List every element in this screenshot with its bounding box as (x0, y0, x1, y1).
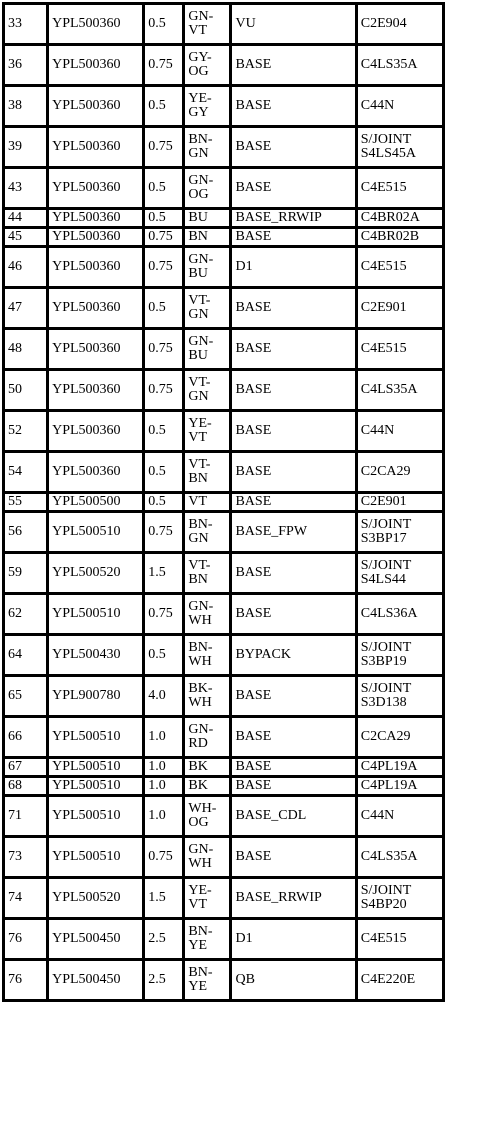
wire-number-cell: 48 (4, 329, 48, 370)
wire-color-cell: GN-RD (184, 717, 231, 758)
terminal-cell: BASE (231, 676, 356, 717)
wire-size-cell: 0.5 (144, 86, 184, 127)
wire-number-cell: 36 (4, 45, 48, 86)
wire-number-cell: 76 (4, 960, 48, 1001)
wire-number-cell: 62 (4, 594, 48, 635)
terminal-cell: BASE (231, 127, 356, 168)
terminal-cell: BASE (231, 329, 356, 370)
terminal-cell: VU (231, 4, 356, 45)
wire-color-cell: GN-BU (184, 247, 231, 288)
connector-cell: C4E515 (356, 329, 443, 370)
wire-number-cell: 74 (4, 878, 48, 919)
part-number-cell: YPL500520 (48, 878, 144, 919)
part-number-cell: YPL500360 (48, 452, 144, 493)
connector-cell: C44N (356, 86, 443, 127)
wire-size-cell: 0.75 (144, 247, 184, 288)
wire-color-cell: VT-BN (184, 452, 231, 493)
wire-size-cell: 1.0 (144, 796, 184, 837)
wire-color-cell: GN-WH (184, 837, 231, 878)
wire-color-cell: VT-GN (184, 288, 231, 329)
terminal-cell: BASE_CDL (231, 796, 356, 837)
wire-size-cell: 0.5 (144, 452, 184, 493)
connector-cell: S/JOINT S4BP20 (356, 878, 443, 919)
part-number-cell: YPL500450 (48, 919, 144, 960)
terminal-cell: BASE (231, 594, 356, 635)
table-row (4, 127, 444, 168)
wire-size-cell: 0.75 (144, 228, 184, 247)
wire-number-cell: 76 (4, 919, 48, 960)
terminal-cell: D1 (231, 919, 356, 960)
wire-number-cell: 45 (4, 228, 48, 247)
wire-size-cell: 4.0 (144, 676, 184, 717)
wire-color-cell: BK (184, 777, 231, 796)
wire-color-cell: GN-BU (184, 329, 231, 370)
terminal-cell: BASE (231, 168, 356, 209)
table-row (4, 878, 444, 919)
terminal-cell: BASE_FPW (231, 512, 356, 553)
table-row (4, 635, 444, 676)
wire-number-cell: 50 (4, 370, 48, 411)
terminal-cell: BASE_RRWIP (231, 209, 356, 228)
wire-color-cell: YE-GY (184, 86, 231, 127)
wire-size-cell: 1.5 (144, 878, 184, 919)
terminal-cell: BASE (231, 493, 356, 512)
part-number-cell: YPL500360 (48, 411, 144, 452)
wire-color-cell: VT (184, 493, 231, 512)
wire-size-cell: 1.0 (144, 758, 184, 777)
wire-number-cell: 44 (4, 209, 48, 228)
wire-number-cell: 64 (4, 635, 48, 676)
wire-color-cell: BN-GN (184, 127, 231, 168)
connector-cell: C4LS36A (356, 594, 443, 635)
wire-size-cell: 1.0 (144, 777, 184, 796)
wire-size-cell: 2.5 (144, 919, 184, 960)
terminal-cell: BASE (231, 837, 356, 878)
table-row (4, 168, 444, 209)
wire-size-cell: 0.5 (144, 209, 184, 228)
wire-size-cell: 0.75 (144, 329, 184, 370)
wire-number-cell: 39 (4, 127, 48, 168)
connector-cell: C4PL19A (356, 758, 443, 777)
connector-cell: C4LS35A (356, 837, 443, 878)
wire-size-cell: 2.5 (144, 960, 184, 1001)
part-number-cell: YPL500520 (48, 553, 144, 594)
wire-size-cell: 0.75 (144, 837, 184, 878)
part-number-cell: YPL500500 (48, 493, 144, 512)
wire-color-cell: BK (184, 758, 231, 777)
wire-color-cell: YE-VT (184, 411, 231, 452)
wire-number-cell: 54 (4, 452, 48, 493)
wire-size-cell: 0.5 (144, 168, 184, 209)
terminal-cell: QB (231, 960, 356, 1001)
wire-size-cell: 1.0 (144, 717, 184, 758)
wire-size-cell: 0.5 (144, 4, 184, 45)
connector-cell: C44N (356, 796, 443, 837)
part-number-cell: YPL500450 (48, 960, 144, 1001)
table-row (4, 411, 444, 452)
part-number-cell: YPL500360 (48, 45, 144, 86)
wire-size-cell: 0.75 (144, 594, 184, 635)
connector-cell: C4PL19A (356, 777, 443, 796)
table-row (4, 45, 444, 86)
wire-table-body (4, 4, 444, 1001)
part-number-cell: YPL500360 (48, 288, 144, 329)
part-number-cell: YPL500510 (48, 777, 144, 796)
terminal-cell: D1 (231, 247, 356, 288)
connector-cell: C4BR02B (356, 228, 443, 247)
table-row (4, 837, 444, 878)
wire-size-cell: 0.5 (144, 635, 184, 676)
table-row (4, 758, 444, 777)
wire-color-cell: GN-VT (184, 4, 231, 45)
part-number-cell: YPL500510 (48, 758, 144, 777)
wire-size-cell: 1.5 (144, 553, 184, 594)
part-number-cell: YPL500510 (48, 796, 144, 837)
part-number-cell: YPL500360 (48, 168, 144, 209)
wire-size-cell: 0.75 (144, 370, 184, 411)
part-number-cell: YPL500360 (48, 4, 144, 45)
wire-color-cell: BU (184, 209, 231, 228)
terminal-cell: BASE_RRWIP (231, 878, 356, 919)
wire-size-cell: 0.5 (144, 288, 184, 329)
connector-cell: C2CA29 (356, 717, 443, 758)
connector-cell: S/JOINT S4LS44 (356, 553, 443, 594)
terminal-cell: BYPACK (231, 635, 356, 676)
terminal-cell: BASE (231, 452, 356, 493)
connector-cell: C4E515 (356, 168, 443, 209)
table-row (4, 919, 444, 960)
wire-color-cell: GY-OG (184, 45, 231, 86)
terminal-cell: BASE (231, 717, 356, 758)
table-row (4, 594, 444, 635)
wire-number-cell: 59 (4, 553, 48, 594)
terminal-cell: BASE (231, 758, 356, 777)
table-row (4, 553, 444, 594)
wire-number-cell: 52 (4, 411, 48, 452)
connector-cell: C4LS35A (356, 370, 443, 411)
wire-color-cell: BN-YE (184, 960, 231, 1001)
part-number-cell: YPL900780 (48, 676, 144, 717)
wire-number-cell: 67 (4, 758, 48, 777)
wire-color-cell: BN-GN (184, 512, 231, 553)
connector-cell: C2E904 (356, 4, 443, 45)
table-row (4, 512, 444, 553)
wire-number-cell: 65 (4, 676, 48, 717)
table-row (4, 717, 444, 758)
wire-size-cell: 0.5 (144, 493, 184, 512)
connector-cell: S/JOINT S3D138 (356, 676, 443, 717)
terminal-cell: BASE (231, 370, 356, 411)
part-number-cell: YPL500360 (48, 228, 144, 247)
wire-table (2, 2, 445, 1002)
wire-color-cell: BN-WH (184, 635, 231, 676)
wire-number-cell: 71 (4, 796, 48, 837)
part-number-cell: YPL500360 (48, 127, 144, 168)
part-number-cell: YPL500510 (48, 594, 144, 635)
wire-size-cell: 0.75 (144, 512, 184, 553)
wire-color-cell: GN-WH (184, 594, 231, 635)
part-number-cell: YPL500360 (48, 209, 144, 228)
terminal-cell: BASE (231, 288, 356, 329)
part-number-cell: YPL500430 (48, 635, 144, 676)
table-row (4, 796, 444, 837)
terminal-cell: BASE (231, 553, 356, 594)
connector-cell: C44N (356, 411, 443, 452)
table-row (4, 228, 444, 247)
table-row (4, 452, 444, 493)
wire-size-cell: 0.75 (144, 127, 184, 168)
wire-size-cell: 0.75 (144, 45, 184, 86)
terminal-cell: BASE (231, 777, 356, 796)
table-row (4, 4, 444, 45)
wire-color-cell: BK-WH (184, 676, 231, 717)
table-row (4, 209, 444, 228)
wire-number-cell: 66 (4, 717, 48, 758)
part-number-cell: YPL500360 (48, 247, 144, 288)
terminal-cell: BASE (231, 228, 356, 247)
table-row (4, 86, 444, 127)
table-row (4, 960, 444, 1001)
wire-color-cell: VT-BN (184, 553, 231, 594)
table-row (4, 777, 444, 796)
connector-cell: S/JOINT S3BP17 (356, 512, 443, 553)
part-number-cell: YPL500360 (48, 329, 144, 370)
part-number-cell: YPL500360 (48, 370, 144, 411)
wire-number-cell: 56 (4, 512, 48, 553)
connector-cell: C2E901 (356, 288, 443, 329)
wire-number-cell: 38 (4, 86, 48, 127)
terminal-cell: BASE (231, 411, 356, 452)
wire-number-cell: 73 (4, 837, 48, 878)
connector-cell: C4LS35A (356, 45, 443, 86)
wire-color-cell: GN-OG (184, 168, 231, 209)
wire-number-cell: 55 (4, 493, 48, 512)
connector-cell: C2E901 (356, 493, 443, 512)
connector-cell: S/JOINT S4LS45A (356, 127, 443, 168)
part-number-cell: YPL500510 (48, 717, 144, 758)
connector-cell: S/JOINT S3BP19 (356, 635, 443, 676)
table-row (4, 247, 444, 288)
wire-color-cell: YE-VT (184, 878, 231, 919)
wire-number-cell: 68 (4, 777, 48, 796)
wire-size-cell: 0.5 (144, 411, 184, 452)
terminal-cell: BASE (231, 45, 356, 86)
part-number-cell: YPL500510 (48, 837, 144, 878)
table-row (4, 288, 444, 329)
wire-number-cell: 33 (4, 4, 48, 45)
connector-cell: C4E515 (356, 919, 443, 960)
table-row (4, 676, 444, 717)
wire-color-cell: BN (184, 228, 231, 247)
connector-cell: C4E515 (356, 247, 443, 288)
connector-cell: C4BR02A (356, 209, 443, 228)
wire-color-cell: VT-GN (184, 370, 231, 411)
wire-number-cell: 46 (4, 247, 48, 288)
part-number-cell: YPL500510 (48, 512, 144, 553)
wire-color-cell: BN-YE (184, 919, 231, 960)
wire-number-cell: 47 (4, 288, 48, 329)
connector-cell: C2CA29 (356, 452, 443, 493)
part-number-cell: YPL500360 (48, 86, 144, 127)
table-row (4, 493, 444, 512)
wire-number-cell: 43 (4, 168, 48, 209)
table-row (4, 370, 444, 411)
table-row (4, 329, 444, 370)
terminal-cell: BASE (231, 86, 356, 127)
wire-color-cell: WH-OG (184, 796, 231, 837)
connector-cell: C4E220E (356, 960, 443, 1001)
